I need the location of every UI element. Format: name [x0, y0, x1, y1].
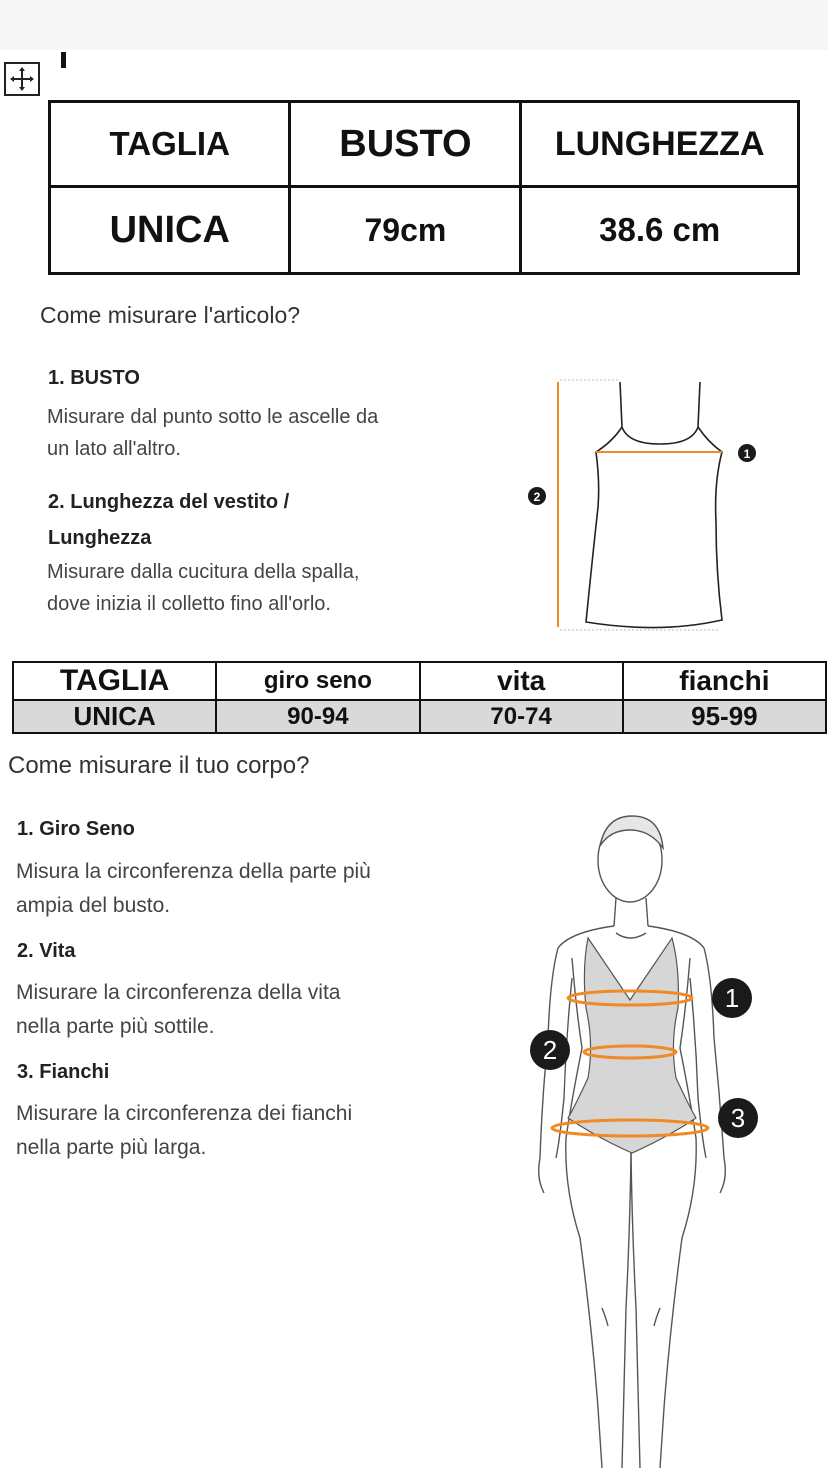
description-line: ampia del busto. [16, 894, 171, 917]
table-cell: 95-99 [623, 700, 826, 733]
item-heading: 2. Vita [17, 940, 76, 962]
header-cell: TAGLIA [50, 102, 290, 187]
body-size-table [12, 661, 827, 734]
item-description [16, 1097, 352, 1165]
marker-2-label: 2 [542, 1035, 558, 1065]
table-move-handle[interactable] [4, 62, 40, 96]
table-row [50, 187, 799, 274]
table-row [13, 700, 826, 733]
move-icon [9, 66, 35, 92]
item-heading [48, 484, 289, 556]
description-line: Misura la circonferenza della parte più [16, 860, 371, 883]
table-cell: 38.6 cm [521, 187, 799, 274]
top-strip [0, 0, 828, 50]
marker-1-label: 1 [743, 447, 751, 461]
marker-2-label: 2 [533, 490, 541, 504]
heading-line: 2. Lunghezza del vestito / [48, 491, 290, 513]
description-line: Misurare dalla cucitura della spalla, [47, 561, 360, 583]
body-section-title: Come misurare il tuo corpo? [8, 752, 310, 779]
description-line: nella parte più sottile. [16, 1015, 215, 1038]
header-cell: giro seno [216, 662, 419, 700]
description-line: Misurare dal punto sotto le ascelle da [47, 406, 379, 428]
table-cell: 79cm [290, 187, 521, 274]
item-heading: 1. Giro Seno [17, 818, 135, 840]
description-line: Misurare la circonferenza dei fianchi [16, 1102, 353, 1125]
table-cell: UNICA [50, 187, 290, 274]
tank-top-diagram [520, 372, 780, 642]
header-cell: BUSTO [290, 102, 521, 187]
text-cursor [61, 52, 66, 68]
item-description [16, 855, 371, 923]
description-line: Misurare la circonferenza della vita [16, 981, 341, 1004]
header-cell: vita [420, 662, 623, 700]
item-description [16, 976, 340, 1044]
marker-1-label: 1 [724, 983, 740, 1013]
table-cell: 90-94 [216, 700, 419, 733]
table-header-row [50, 102, 799, 187]
item-heading: 3. Fianchi [17, 1061, 110, 1083]
body-figure-diagram [520, 808, 780, 1472]
description-line: dove inizia il colletto fino all'orlo. [47, 593, 331, 615]
header-cell: LUNGHEZZA [521, 102, 799, 187]
marker-3-label: 3 [730, 1103, 746, 1133]
description-line: nella parte più larga. [16, 1136, 207, 1159]
garment-section-title: Come misurare l'articolo? [40, 302, 301, 328]
table-cell: 70-74 [420, 700, 623, 733]
item-heading: 1. BUSTO [48, 367, 140, 389]
table-header-row [13, 662, 826, 700]
table-cell: UNICA [13, 700, 216, 733]
garment-size-table [48, 100, 800, 275]
description-line: un lato all'altro. [47, 438, 181, 460]
header-cell: fianchi [623, 662, 826, 700]
header-cell: TAGLIA [13, 662, 216, 700]
item-description [47, 401, 378, 465]
heading-line: Lunghezza [48, 527, 152, 549]
item-description [47, 556, 359, 620]
